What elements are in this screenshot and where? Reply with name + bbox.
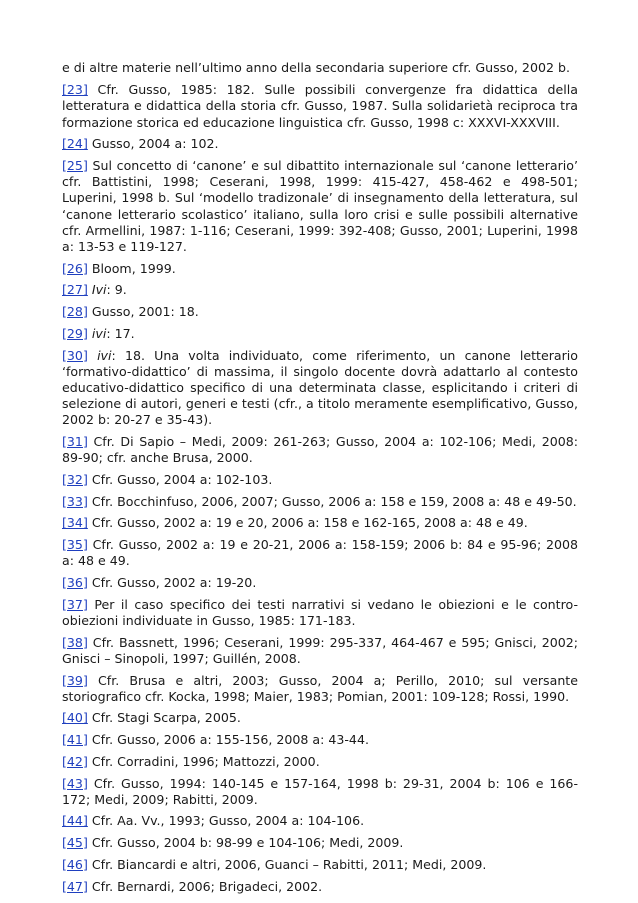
endnote-item bbox=[62, 597, 578, 629]
endnote-item bbox=[62, 673, 578, 705]
endnote-item bbox=[62, 879, 578, 895]
endnote-text: Cfr. Gusso, 1985: 182. Sulle possibili convergenze fra didattica della letteratura e didattica della storia cfr. Gusso, 1987. Sulla solidarietà reciproca tra formazione storica ed educazione linguistica cfr. Gusso, 1998 c: XXXVI-XXXVIII. bbox=[62, 82, 578, 130]
endnote-item bbox=[62, 472, 578, 488]
endnote-text: : 18. Una volta individuato, come riferimento, un canone letterario ‘formativo-didattico’ di massima, il singolo docente dovrà adattarlo al contesto educativo-didattico specifico di una determinata classe, esplicitando i criteri di selezione di autori, generi e testi (cfr., a titolo meramente esemplificativo, Gusso, 2002 b: 20-27 e 35-43). bbox=[62, 347, 578, 428]
endnote-text: Cfr. Stagi Scarpa, 2005. bbox=[91, 710, 241, 726]
endnote-ref-link[interactable]: [26] bbox=[62, 260, 88, 276]
endnote-item bbox=[62, 348, 578, 429]
endnote-item bbox=[62, 515, 578, 531]
endnote-ref-link[interactable]: [38] bbox=[62, 634, 88, 650]
endnote-text: Cfr. Gusso, 2002 a: 19 e 20, 2006 a: 158 e 162-165, 2008 a: 48 e 49. bbox=[91, 515, 528, 531]
endnote-text: Cfr. Gusso, 2002 a: 19 e 20-21, 2006 a: 158-159; 2006 b: 84 e 95-96; 2008 a: 48 e 49. bbox=[62, 537, 578, 569]
endnote-item bbox=[62, 82, 578, 131]
endnote-text: Bloom, 1999. bbox=[91, 260, 176, 276]
endnote-item bbox=[62, 261, 578, 277]
endnote-item bbox=[62, 710, 578, 726]
endnote-ref-link[interactable]: [42] bbox=[62, 753, 88, 769]
endnote-item bbox=[62, 835, 578, 851]
endnote-ref-link[interactable]: [25] bbox=[62, 158, 88, 174]
endnote-ref-link[interactable]: [43] bbox=[62, 775, 88, 791]
endnote-text: Cfr. Gusso, 2004 b: 98-99 e 104-106; Medi, 2009. bbox=[91, 835, 404, 851]
endnote-item bbox=[62, 754, 578, 770]
endnote-ibid: Ivi bbox=[91, 282, 107, 298]
endnote-item bbox=[62, 537, 578, 569]
endnote-item bbox=[62, 732, 578, 748]
endnote-text: Per il caso specifico dei testi narrativi si vedano le obiezioni e le contro-obiezioni individuate in Gusso, 1985: 171-183. bbox=[62, 596, 578, 628]
endnote-item bbox=[62, 575, 578, 591]
endnote-text: Cfr. Bernardi, 2006; Brigadeci, 2002. bbox=[91, 878, 323, 894]
endnote-ref-link[interactable]: [40] bbox=[62, 710, 88, 726]
endnote-item bbox=[62, 857, 578, 873]
endnote-text: Gusso, 2001: 18. bbox=[91, 304, 199, 320]
endnote-ref-link[interactable]: [46] bbox=[62, 856, 88, 872]
endnote-ref-link[interactable]: [30] bbox=[62, 347, 88, 363]
endnote-item bbox=[62, 494, 578, 510]
endnote-text: Cfr. Bocchinfuso, 2006, 2007; Gusso, 2006 a: 158 e 159, 2008 a: 48 e 49-50. bbox=[91, 493, 577, 509]
endnote-item bbox=[62, 158, 578, 255]
endnote-ref-link[interactable]: [47] bbox=[62, 878, 88, 894]
endnote-ref-link[interactable]: [29] bbox=[62, 325, 88, 341]
endnote-text: Cfr. Gusso, 1994: 140-145 e 157-164, 1998 b: 29-31, 2004 b: 106 e 166-172; Medi, 2009; Rabitti, 2009. bbox=[62, 775, 578, 807]
endnote-ref-link[interactable]: [24] bbox=[62, 136, 88, 152]
endnote-item bbox=[62, 434, 578, 466]
endnote-text: Cfr. Biancardi e altri, 2006, Guanci – Rabitti, 2011; Medi, 2009. bbox=[91, 856, 487, 872]
endnote-text: Cfr. Corradini, 1996; Mattozzi, 2000. bbox=[91, 753, 320, 769]
endnote-text: Cfr. Brusa e altri, 2003; Gusso, 2004 a; Perillo, 2010; sul versante storiografico cfr. Kocka, 1998; Maier, 1983; Pomian, 2001: 109-128; Rossi, 1990. bbox=[62, 672, 578, 704]
endnote-ref-link[interactable]: [39] bbox=[62, 672, 88, 688]
endnotes-list bbox=[62, 82, 578, 895]
endnote-item bbox=[62, 813, 578, 829]
endnote-ref-link[interactable]: [36] bbox=[62, 574, 88, 590]
endnote-item bbox=[62, 776, 578, 808]
endnote-ref-link[interactable]: [28] bbox=[62, 304, 88, 320]
endnote-ref-link[interactable]: [32] bbox=[62, 471, 88, 487]
endnote-text: Cfr. Aa. Vv., 1993; Gusso, 2004 a: 104-106. bbox=[91, 813, 365, 829]
endnote-ref-link[interactable]: [37] bbox=[62, 596, 88, 612]
endnote-ref-link[interactable]: [45] bbox=[62, 835, 88, 851]
endnote-text: : 17. bbox=[106, 325, 135, 341]
endnote-ref-link[interactable]: [27] bbox=[62, 282, 88, 298]
endnote-text: Cfr. Gusso, 2002 a: 19-20. bbox=[91, 574, 257, 590]
endnote-ibid: ivi bbox=[91, 325, 107, 341]
endnote-item bbox=[62, 635, 578, 667]
endnote-text: Cfr. Bassnett, 1996; Ceserani, 1999: 295-337, 464-467 e 595; Gnisci, 2002; Gnisci – Sinopoli, 1997; Guillén, 2008. bbox=[62, 634, 578, 666]
endnote-text: : 9. bbox=[106, 282, 127, 298]
intro-text: e di altre materie nell’ultimo anno della secondaria superiore cfr. Gusso, 2002 b. bbox=[62, 60, 570, 75]
endnote-ref-link[interactable]: [33] bbox=[62, 493, 88, 509]
endnote-text: Cfr. Di Sapio – Medi, 2009: 261-263; Gusso, 2004 a: 102-106; Medi, 2008: 89-90; cfr. anche Brusa, 2000. bbox=[62, 434, 578, 466]
endnote-ref-link[interactable]: [34] bbox=[62, 515, 88, 531]
endnote-ref-link[interactable]: [35] bbox=[62, 537, 88, 553]
endnote-text: Cfr. Gusso, 2004 a: 102-103. bbox=[91, 471, 273, 487]
endnote-ibid: ivi bbox=[97, 347, 112, 363]
endnote-text: Cfr. Gusso, 2006 a: 155-156, 2008 a: 43-44. bbox=[91, 732, 369, 748]
endnote-text: Sul concetto di ‘canone’ e sul dibattito internazionale sul ‘canone letterario’ cfr. Battistini, 1998; Ceserani, 1998, 1999: 415-427, 458-462 e 498-501; Luperini, 1998 b. Sul ‘modello tradizonale’ di insegnamento della letteratura, sul ‘canone letterario scolastico’ italiano, sulla loro crisi e sulle possibili alternative cfr. Armellini, 1987: 1-116; Ceserani, 1999: 392-408; Gusso, 2001; Luperini, 1998 a: 13-53 e 119-127. bbox=[62, 158, 578, 255]
endnote-item bbox=[62, 304, 578, 320]
endnote-item bbox=[62, 136, 578, 152]
endnote-text: Gusso, 2004 a: 102. bbox=[91, 136, 219, 152]
endnote-item bbox=[62, 326, 578, 342]
endnote-item bbox=[62, 282, 578, 298]
endnote-ref-link[interactable]: [44] bbox=[62, 813, 88, 829]
endnote-ref-link[interactable]: [31] bbox=[62, 434, 88, 450]
endnote-ref-link[interactable]: [41] bbox=[62, 732, 88, 748]
endnote-ref-link[interactable]: [23] bbox=[62, 82, 88, 98]
